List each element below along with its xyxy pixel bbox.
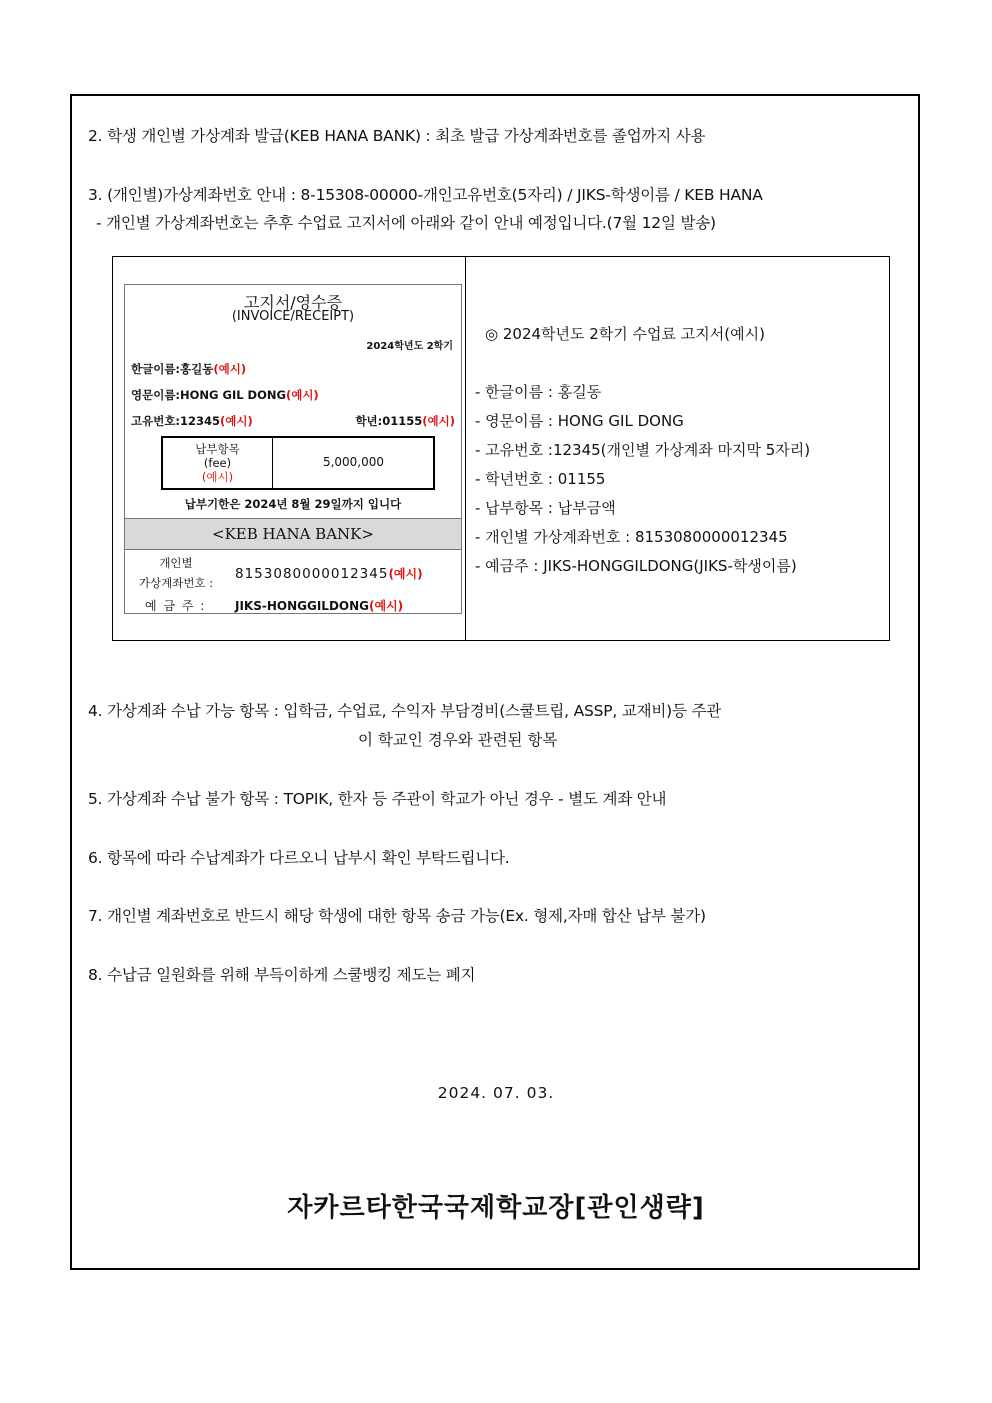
item-3-sub: - 개인별 가상계좌번호는 추후 수업료 고지서에 아래와 같이 안내 예정입니다.(7월 12일 발송) <box>96 214 716 232</box>
account-number <box>235 565 423 582</box>
account-label <box>131 553 221 593</box>
info-line: - 납부항목 : 납부금액 <box>475 499 616 517</box>
payment-deadline: 납부기한은 2024년 8월 29일까지 입니다 <box>184 497 402 511</box>
english-name-text: 영문이름:HONG GIL DONG <box>131 388 286 402</box>
item-2: 2. 학생 개인별 가상계좌 발급(KEB HANA BANK) : 최초 발급 가상계좌번호를 졸업까지 사용 <box>88 127 706 145</box>
item-4-continued: 이 학교인 경우와 관련된 항목 <box>358 731 558 749</box>
example-tag: (예시) <box>213 362 247 376</box>
fee-label-ko: 납부항목 <box>195 442 240 456</box>
receipt-english-name <box>131 387 319 403</box>
document-date: 2024. 07. 03. <box>437 1084 555 1102</box>
info-line: - 학년번호 : 01155 <box>475 470 606 488</box>
example-tag: (예시) <box>220 414 253 428</box>
fee-amount: 5,000,000 <box>322 455 385 469</box>
info-heading: ◎ 2024학년도 2학기 수업료 고지서(예시) <box>485 325 765 343</box>
info-line: - 예금주 : JIKS-HONGGILDONG(JIKS-학생이름) <box>475 557 797 575</box>
holder-value <box>235 597 403 614</box>
example-table <box>112 256 890 641</box>
fee-label-en: (fee) <box>203 456 232 470</box>
example-tag: (예시) <box>422 414 455 428</box>
receipt-title: 고지서/영수증 <box>243 293 343 312</box>
account-label-1: 개인별 <box>159 556 193 570</box>
grade-text: 학년:01155 <box>355 414 423 428</box>
principal-signature: 자카르타한국국제학교장[관인생략] <box>287 1193 705 1223</box>
info-line: - 고유번호 :12345(개인별 가상계좌 마지막 5자리) <box>475 441 811 459</box>
holder-label: 예 금 주 : <box>145 599 205 613</box>
receipt-grade <box>355 413 455 429</box>
receipt-id <box>131 413 253 429</box>
holder-value-text: JIKS-HONGGILDONG <box>235 599 370 613</box>
example-tag: (예시) <box>201 470 234 484</box>
fee-label <box>163 438 273 488</box>
korean-name-text: 한글이름:홍길동 <box>131 362 214 376</box>
info-line: - 영문이름 : HONG GIL DONG <box>475 412 684 430</box>
item-4: 4. 가상계좌 수납 가능 항목 : 입학금, 수업료, 수익자 부담경비(스쿨트립, ASSP, 교재비)등 주관 <box>88 702 722 720</box>
receipt-semester: 2024학년도 2학기 <box>366 341 453 352</box>
item-8: 8. 수납금 일원화를 위해 부득이하게 스쿨뱅킹 제도는 폐지 <box>88 966 476 984</box>
account-number-text: 8153080000012345 <box>235 566 389 582</box>
receipt-subtitle: (INVOICE/RECEIPT) <box>231 309 355 324</box>
table-divider <box>465 257 466 640</box>
item-6: 6. 항목에 따라 수납계좌가 다르오니 납부시 확인 부탁드립니다. <box>88 849 510 867</box>
id-text: 고유번호:12345 <box>131 414 221 428</box>
receipt-example <box>124 284 462 614</box>
example-tag: (예시) <box>285 388 319 402</box>
example-tag: (예시) <box>388 567 423 581</box>
example-tag: (예시) <box>369 599 404 613</box>
bank-name-bar: <KEB HANA BANK> <box>125 518 461 550</box>
item-7: 7. 개인별 계좌번호로 반드시 해당 학생에 대한 항목 송금 가능(Ex. 형제,자매 합산 납부 불가) <box>88 907 706 925</box>
info-line: - 한글이름 : 홍길동 <box>475 383 602 401</box>
account-label-2: 가상계좌번호 : <box>138 576 214 590</box>
info-line: - 개인별 가상계좌번호 : 8153080000012345 <box>475 528 788 546</box>
item-3: 3. (개인별)가상계좌번호 안내 : 8-15308-00000-개인고유번호(5자리) / JIKS-학생이름 / KEB HANA <box>88 186 763 204</box>
item-5: 5. 가상계좌 수납 불가 항목 : TOPIK, 한자 등 주관이 학교가 아닌 경우 - 별도 계좌 안내 <box>88 790 667 808</box>
fee-box <box>161 436 435 490</box>
receipt-korean-name <box>131 361 246 377</box>
